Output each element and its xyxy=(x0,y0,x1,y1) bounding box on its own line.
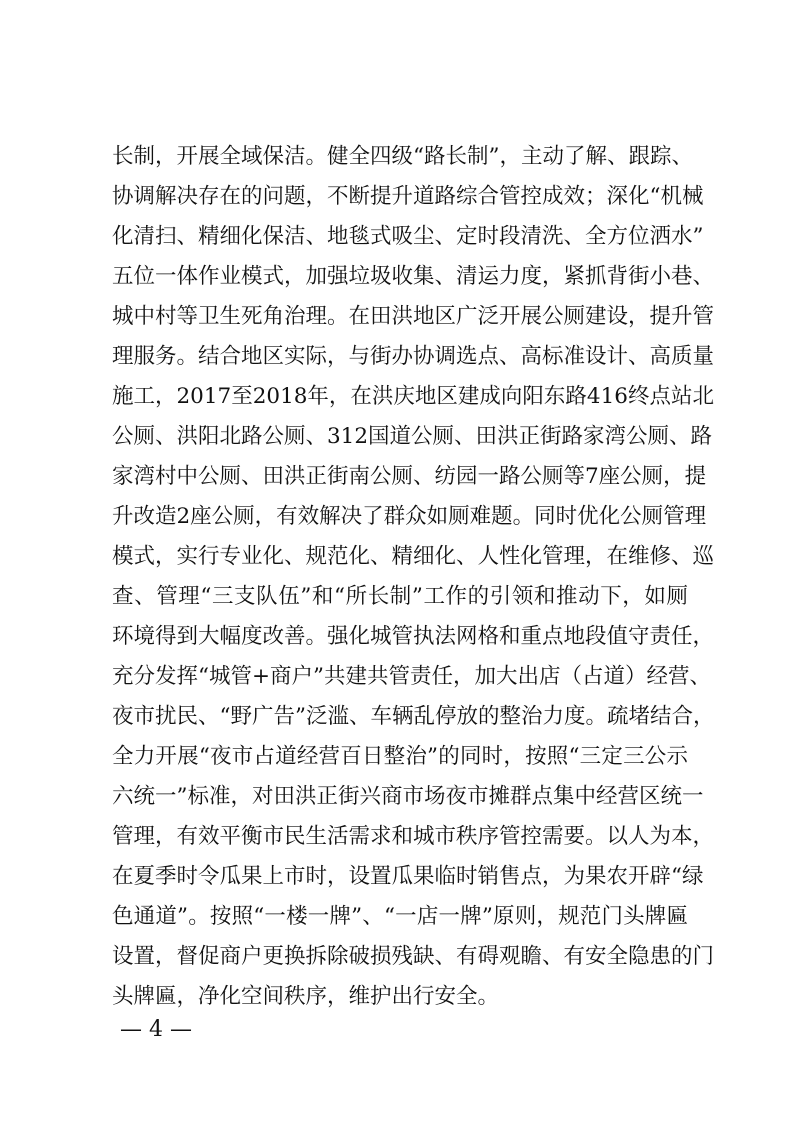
text-line: 管理，有效平衡市民生活需求和城市秩序管控需要。以人为本， xyxy=(112,824,715,849)
text-line: 全力开展“夜市占道经营百日整治”的同时，按照“三定三公示 xyxy=(112,744,688,769)
text-line: 升改造2座公厕，有效解决了群众如厕难题。同时优化公厕管理 xyxy=(112,504,707,529)
text-line: 施工，2017至2018年，在洪庆地区建成向阳东路416终点站北 xyxy=(112,384,714,409)
text-line: 夜市扰民、“野广告”泛滥、车辆乱停放的整治力度。疏堵结合， xyxy=(112,704,715,729)
text-line: 色通道”。按照“一楼一牌”、“一店一牌”原则，规范门头牌匾 xyxy=(112,904,688,929)
text-line: 公厕、洪阳北路公厕、312国道公厕、田洪正街路家湾公厕、路 xyxy=(112,424,713,449)
text-line: 六统一”标准，对田洪正街兴商市场夜市摊群点集中经营区统一 xyxy=(112,784,704,809)
text-line: 协调解决存在的问题，不断提升道路综合管控成效；深化“机械 xyxy=(112,184,704,209)
text-line: 模式，实行专业化、规范化、精细化、人性化管理，在维修、巡 xyxy=(112,544,715,569)
text-line: 环境得到大幅度改善。强化城管执法网格和重点地段值守责任， xyxy=(112,624,715,649)
text-line: 查、管理“三支队伍”和“所长制”工作的引领和推动下，如厕 xyxy=(112,584,688,609)
text-line: 化清扫、精细化保洁、地毯式吸尘、定时段清洗、全方位洒水” xyxy=(112,224,704,249)
text-line: 长制，开展全域保洁。健全四级“路长制”，主动了解、跟踪、 xyxy=(112,144,693,169)
text-line: 五位一体作业模式，加强垃圾收集、清运力度，紧抓背街小巷、 xyxy=(112,264,715,289)
text-line: 头牌匾，净化空间秩序，维护出行安全。 xyxy=(112,984,500,1009)
text-line: 城中村等卫生死角治理。在田洪地区广泛开展公厕建设，提升管 xyxy=(112,304,715,329)
text-line: 在夏季时令瓜果上市时，设置瓜果临时销售点，为果农开辟“绿 xyxy=(112,864,704,889)
text-line: 充分发挥“城管+商户”共建共管责任，加大出店（占道）经营、 xyxy=(112,664,712,689)
text-line: 设置，督促商户更换拆除破损残缺、有碍观瞻、有安全隐患的门 xyxy=(112,944,715,969)
text-line: 家湾村中公厕、田洪正街南公厕、纺园一路公厕等7座公厕，提 xyxy=(112,464,707,489)
page-number: — 4 — xyxy=(120,1017,192,1042)
text-line: 理服务。结合地区实际，与街办协调选点、高标准设计、高质量 xyxy=(112,344,715,369)
